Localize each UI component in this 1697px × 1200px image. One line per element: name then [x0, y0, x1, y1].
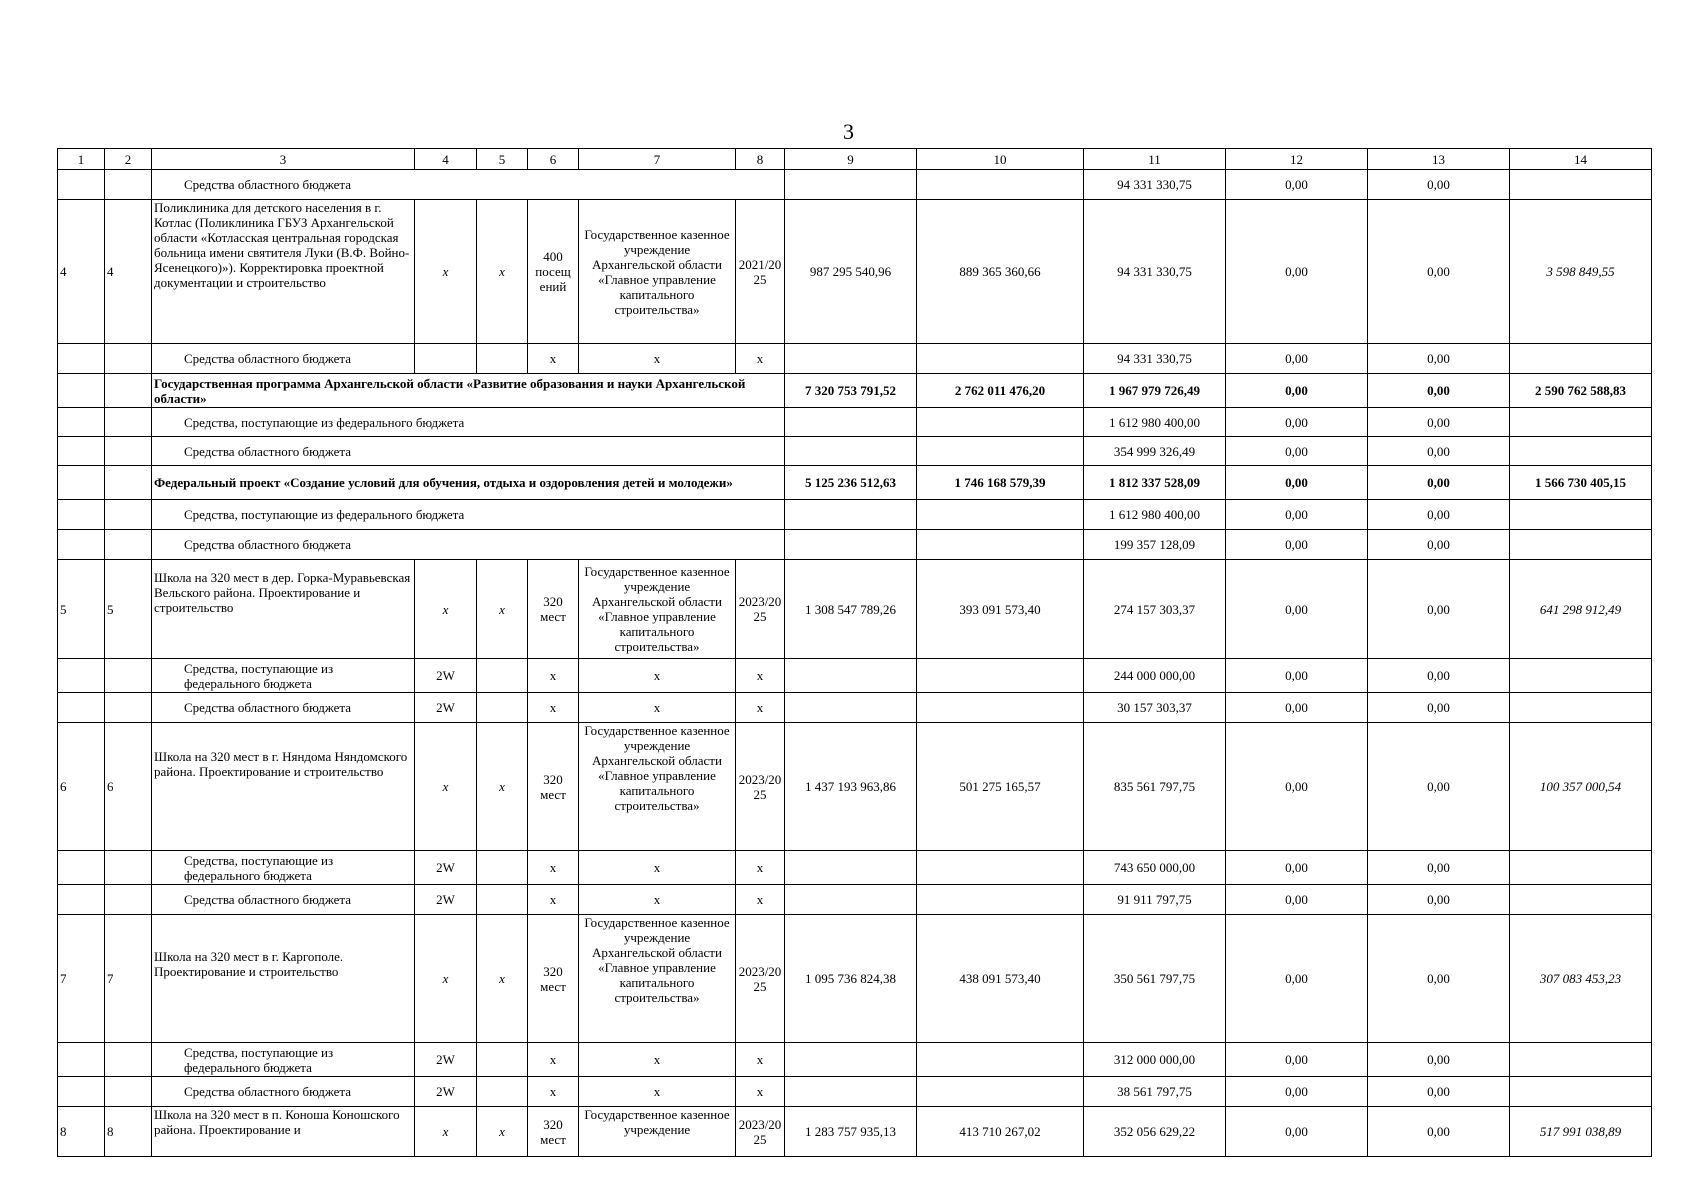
cell-col7: x	[579, 659, 736, 693]
row-label: Средства областного бюджета	[152, 693, 415, 723]
table-row	[58, 530, 1652, 560]
object-name: Школа на 320 мест в г. Каргополе. Проектирование и строительство	[152, 915, 415, 1043]
column-number: 2	[105, 149, 152, 170]
cell-col11: 244 000 000,00	[1084, 659, 1226, 693]
cell-col11: 352 056 629,22	[1084, 1107, 1226, 1157]
table-row	[58, 1077, 1652, 1107]
cell-col10: 438 091 573,40	[917, 915, 1084, 1043]
table-row	[58, 851, 1652, 885]
cell-col11: 350 561 797,75	[1084, 915, 1226, 1043]
cell-col14: 307 083 453,23	[1510, 915, 1652, 1043]
cell-col12: 0,00	[1226, 723, 1368, 851]
cell-col12: 0,00	[1226, 659, 1368, 693]
customer: Государственное казенное учреждение Архангельской области «Главное управление капитального строительства»	[579, 200, 736, 344]
column-number: 13	[1368, 149, 1510, 170]
row-label: Средства областного бюджета	[152, 344, 415, 374]
cell-col9: 7 320 753 791,52	[785, 374, 917, 408]
capacity: 320 мест	[528, 915, 579, 1043]
row-label: Средства, поступающие из федерального бюджета	[152, 408, 785, 437]
cell-col12: 0,00	[1226, 885, 1368, 915]
column-number-row	[58, 149, 1652, 170]
cell-col11: 94 331 330,75	[1084, 170, 1226, 200]
cell-col12: 0,00	[1226, 344, 1368, 374]
table-row	[58, 915, 1652, 1043]
customer: Государственное казенное учреждение Архангельской области «Главное управление капитального строительства»	[579, 915, 736, 1043]
table-row	[58, 1107, 1652, 1157]
object-name: Школа на 320 мест в дер. Горка-Муравьевская Вельского района. Проектирование и строительство	[152, 560, 415, 659]
cell-col5: x	[477, 200, 528, 344]
cell-col13: 0,00	[1368, 437, 1510, 466]
cell-col13: 0,00	[1368, 723, 1510, 851]
object-name: Школа на 320 мест в г. Няндома Няндомского района. Проектирование и строительство	[152, 723, 415, 851]
column-number: 4	[415, 149, 477, 170]
period: 2023/20 25	[736, 560, 785, 659]
cell-col11: 835 561 797,75	[1084, 723, 1226, 851]
cell-col11: 1 967 979 726,49	[1084, 374, 1226, 408]
cell-col11: 1 612 980 400,00	[1084, 500, 1226, 530]
cell-col6: x	[528, 659, 579, 693]
cell-col4: x	[415, 1107, 477, 1157]
cell-col5: x	[477, 560, 528, 659]
cell-col12: 0,00	[1226, 170, 1368, 200]
cell-col6: x	[528, 1043, 579, 1077]
cell-col11: 1 812 337 528,09	[1084, 466, 1226, 500]
cell-col13: 0,00	[1368, 560, 1510, 659]
table-row-project	[58, 466, 1652, 500]
cell-col7: x	[579, 344, 736, 374]
customer: Государственное казенное учреждение Архангельской области «Главное управление капитального строительства»	[579, 560, 736, 659]
column-number: 7	[579, 149, 736, 170]
table-row	[58, 170, 1652, 200]
cell-col11: 312 000 000,00	[1084, 1043, 1226, 1077]
column-number: 1	[58, 149, 105, 170]
cell-col6: x	[528, 1077, 579, 1107]
cell-col2: 6	[105, 723, 152, 851]
page-number: 3	[843, 119, 854, 144]
period: 2023/20 25	[736, 723, 785, 851]
cell-col11: 38 561 797,75	[1084, 1077, 1226, 1107]
cell-col8: x	[736, 693, 785, 723]
cell-col4: 2W	[415, 693, 477, 723]
column-number: 11	[1084, 149, 1226, 170]
cell-col11: 91 911 797,75	[1084, 885, 1226, 915]
cell-col14: 100 357 000,54	[1510, 723, 1652, 851]
cell-col11: 354 999 326,49	[1084, 437, 1226, 466]
cell-col10: 501 275 165,57	[917, 723, 1084, 851]
column-number: 5	[477, 149, 528, 170]
cell-col9: 987 295 540,96	[785, 200, 917, 344]
row-label: Средства областного бюджета	[152, 885, 415, 915]
cell-col9: 1 095 736 824,38	[785, 915, 917, 1043]
row-label: Средства областного бюджета	[152, 530, 785, 560]
cell-col7: x	[579, 693, 736, 723]
cell-col6: x	[528, 693, 579, 723]
cell-col10: 393 091 573,40	[917, 560, 1084, 659]
column-number: 8	[736, 149, 785, 170]
cell-col13: 0,00	[1368, 1043, 1510, 1077]
cell-col6: x	[528, 344, 579, 374]
cell-col4: x	[415, 200, 477, 344]
cell-col13: 0,00	[1368, 915, 1510, 1043]
budget-table	[57, 148, 1652, 1157]
object-name: Школа на 320 мест в п. Коноша Коношского района. Проектирование и	[152, 1107, 415, 1157]
row-label: Средства областного бюджета	[152, 437, 785, 466]
table-row	[58, 723, 1652, 851]
cell-col12: 0,00	[1226, 1043, 1368, 1077]
table-row	[58, 408, 1652, 437]
cell-col14: 1 566 730 405,15	[1510, 466, 1652, 500]
cell-col14: 2 590 762 588,83	[1510, 374, 1652, 408]
cell-col1: 4	[58, 200, 105, 344]
capacity: 320 мест	[528, 723, 579, 851]
cell-col14: 641 298 912,49	[1510, 560, 1652, 659]
cell-col4: 2W	[415, 851, 477, 885]
row-label: Средства, поступающие из федерального бюджета	[152, 500, 785, 530]
cell-col4: 2W	[415, 1077, 477, 1107]
row-label: Средства, поступающие из федерального бюджета	[152, 659, 415, 693]
cell-col12: 0,00	[1226, 915, 1368, 1043]
cell-col12: 0,00	[1226, 408, 1368, 437]
cell-col12: 0,00	[1226, 500, 1368, 530]
cell-col4: 2W	[415, 885, 477, 915]
cell-col8: x	[736, 851, 785, 885]
cell-col8: x	[736, 885, 785, 915]
cell-col9: 1 437 193 963,86	[785, 723, 917, 851]
cell-col13: 0,00	[1368, 374, 1510, 408]
cell-col1: 8	[58, 1107, 105, 1157]
cell-col13: 0,00	[1368, 659, 1510, 693]
cell-col13: 0,00	[1368, 530, 1510, 560]
customer: Государственное казенное учреждение	[579, 1107, 736, 1157]
cell-col14: 3 598 849,55	[1510, 200, 1652, 344]
table-row	[58, 437, 1652, 466]
cell-col13: 0,00	[1368, 1107, 1510, 1157]
cell-col10: 889 365 360,66	[917, 200, 1084, 344]
cell-col10: 2 762 011 476,20	[917, 374, 1084, 408]
program-title: Государственная программа Архангельской области «Развитие образования и науки Архангельской области»	[152, 374, 785, 408]
cell-col13: 0,00	[1368, 170, 1510, 200]
column-number: 6	[528, 149, 579, 170]
cell-col4: 2W	[415, 659, 477, 693]
cell-col11: 1 612 980 400,00	[1084, 408, 1226, 437]
cell-col9: 1 308 547 789,26	[785, 560, 917, 659]
table-row	[58, 1043, 1652, 1077]
cell-col13: 0,00	[1368, 693, 1510, 723]
cell-col4: x	[415, 560, 477, 659]
cell-col5: x	[477, 1107, 528, 1157]
table-row	[58, 693, 1652, 723]
cell-col11: 94 331 330,75	[1084, 200, 1226, 344]
cell-col13: 0,00	[1368, 851, 1510, 885]
table-row	[58, 560, 1652, 659]
object-name: Поликлиника для детского населения в г. Котлас (Поликлиника ГБУЗ Архангельской области «Котласская центральная городская больница имени святителя Луки (В.Ф. Войно-Ясенецкого)»). Корректировка проектной документации и строительство	[152, 200, 415, 344]
cell-col6: x	[528, 885, 579, 915]
cell-col8: x	[736, 659, 785, 693]
cell-col7: x	[579, 851, 736, 885]
customer: Государственное казенное учреждение Архангельской области «Главное управление капитального строительства»	[579, 723, 736, 851]
table-row-program	[58, 374, 1652, 408]
cell-col1: 5	[58, 560, 105, 659]
cell-col13: 0,00	[1368, 500, 1510, 530]
row-label: Средства, поступающие из федерального бюджета	[152, 1043, 415, 1077]
cell-col13: 0,00	[1368, 200, 1510, 344]
cell-col5: x	[477, 723, 528, 851]
cell-col7: x	[579, 1043, 736, 1077]
table-row	[58, 200, 1652, 344]
cell-col4: x	[415, 915, 477, 1043]
cell-col2: 4	[105, 200, 152, 344]
capacity: 320 мест	[528, 1107, 579, 1157]
table-row	[58, 659, 1652, 693]
cell-col10: 1 746 168 579,39	[917, 466, 1084, 500]
cell-col11: 743 650 000,00	[1084, 851, 1226, 885]
cell-col12: 0,00	[1226, 851, 1368, 885]
cell-col11: 30 157 303,37	[1084, 693, 1226, 723]
cell-col11: 94 331 330,75	[1084, 344, 1226, 374]
cell-col12: 0,00	[1226, 530, 1368, 560]
cell-col2: 5	[105, 560, 152, 659]
cell-col7: x	[579, 885, 736, 915]
row-label: Средства, поступающие из федерального бюджета	[152, 851, 415, 885]
cell-col12: 0,00	[1226, 466, 1368, 500]
project-title: Федеральный проект «Создание условий для обучения, отдыха и оздоровления детей и молодежи»	[152, 466, 785, 500]
column-number: 3	[152, 149, 415, 170]
row-label: Средства областного бюджета	[152, 1077, 415, 1107]
table-row	[58, 885, 1652, 915]
cell-col4: x	[415, 723, 477, 851]
cell-col1: 6	[58, 723, 105, 851]
cell-col13: 0,00	[1368, 408, 1510, 437]
period: 2023/20 25	[736, 1107, 785, 1157]
column-number: 12	[1226, 149, 1368, 170]
cell-col9: 5 125 236 512,63	[785, 466, 917, 500]
column-number: 9	[785, 149, 917, 170]
cell-col8: x	[736, 1043, 785, 1077]
cell-col13: 0,00	[1368, 1077, 1510, 1107]
column-number: 14	[1510, 149, 1652, 170]
cell-col4: 2W	[415, 1043, 477, 1077]
cell-col13: 0,00	[1368, 344, 1510, 374]
cell-col6: x	[528, 851, 579, 885]
cell-col12: 0,00	[1226, 1077, 1368, 1107]
capacity: 400 посещ ений	[528, 200, 579, 344]
cell-col12: 0,00	[1226, 437, 1368, 466]
cell-col1: 7	[58, 915, 105, 1043]
cell-col13: 0,00	[1368, 885, 1510, 915]
cell-col9: 1 283 757 935,13	[785, 1107, 917, 1157]
cell-col12: 0,00	[1226, 693, 1368, 723]
cell-col11: 199 357 128,09	[1084, 530, 1226, 560]
cell-col5: x	[477, 915, 528, 1043]
capacity: 320 мест	[528, 560, 579, 659]
row-label: Средства областного бюджета	[152, 170, 785, 200]
cell-col8: x	[736, 1077, 785, 1107]
cell-col2: 7	[105, 915, 152, 1043]
column-number: 10	[917, 149, 1084, 170]
table-row	[58, 344, 1652, 374]
table-row	[58, 500, 1652, 530]
period: 2021/20 25	[736, 200, 785, 344]
cell-col12: 0,00	[1226, 1107, 1368, 1157]
cell-col14: 517 991 038,89	[1510, 1107, 1652, 1157]
cell-col12: 0,00	[1226, 200, 1368, 344]
cell-col7: x	[579, 1077, 736, 1107]
cell-col10: 413 710 267,02	[917, 1107, 1084, 1157]
period: 2023/20 25	[736, 915, 785, 1043]
cell-col12: 0,00	[1226, 374, 1368, 408]
cell-col8: x	[736, 344, 785, 374]
cell-col12: 0,00	[1226, 560, 1368, 659]
cell-col11: 274 157 303,37	[1084, 560, 1226, 659]
cell-col13: 0,00	[1368, 466, 1510, 500]
cell-col2: 8	[105, 1107, 152, 1157]
